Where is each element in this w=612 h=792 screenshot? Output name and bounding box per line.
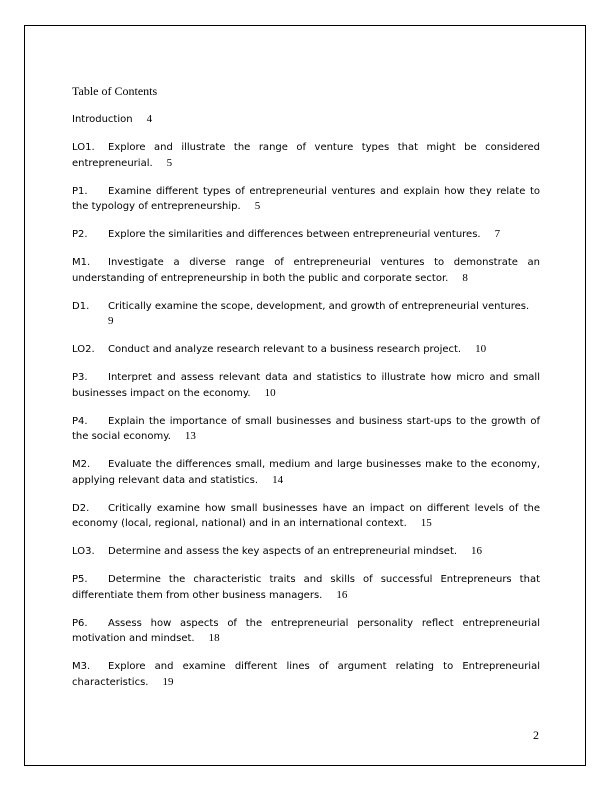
toc-entry-text: Assess how aspects of the entrepreneurial personality reflect entrepreneurial motivation and mindset. — [72, 617, 540, 644]
toc-entry[interactable] — [72, 255, 540, 286]
toc-entry-code: M2. — [72, 459, 91, 470]
toc-entry-text: Explain the importance of small businesses and business start-ups to the growth of the social economy. — [72, 415, 540, 442]
toc-entry-text: Conduct and analyze research relevant to a business research project. — [108, 344, 462, 355]
toc-entry-text: Interpret and assess relevant data and statistics to illustrate how micro and small businesses impact on the economy. — [72, 372, 540, 399]
toc-entry-text: Explore and examine different lines of argument relating to Entrepreneurial characteristics. — [72, 661, 540, 688]
toc-entry-page: 13 — [184, 430, 196, 442]
toc-entry-page: 10 — [264, 386, 276, 399]
toc-entry-page: 15 — [420, 517, 432, 529]
toc-entry[interactable] — [72, 140, 540, 171]
toc-entry-code: LO2. — [72, 344, 95, 355]
toc-entry-code: D1. — [72, 300, 90, 312]
toc-entry-code: P5. — [72, 574, 88, 585]
toc-entry[interactable] — [72, 370, 540, 401]
toc-entry-text: Explore the similarities and differences between entrepreneurial ventures. — [108, 229, 481, 240]
toc-title: Table of Contents — [72, 84, 158, 98]
page-number: 2 — [533, 728, 539, 742]
toc-entry-code: M1. — [72, 257, 91, 268]
toc-entry[interactable] — [72, 501, 540, 532]
toc-entry[interactable] — [72, 572, 540, 603]
toc-entry-code: P3. — [72, 372, 88, 383]
toc-entry-code: P2. — [72, 229, 88, 240]
toc-entry-page: 4 — [146, 113, 153, 125]
toc-entry-text: Examine different types of entrepreneurial ventures and explain how they relate to the typology of entrepreneurship. — [72, 185, 540, 212]
toc-entry-page: 18 — [208, 632, 220, 644]
toc-entry[interactable] — [72, 342, 540, 358]
toc-entry-page: 14 — [272, 473, 284, 486]
toc-entry-text: Investigate a diverse range of entrepreneurial ventures to demonstrate an understanding of entrepreneurship in both the public and corporate sector. — [72, 257, 540, 284]
toc-entry-page: 5 — [166, 156, 173, 169]
toc-entry-page: 5 — [254, 200, 261, 212]
toc-entry[interactable] — [72, 544, 540, 560]
toc-entry-code: P6. — [72, 617, 88, 629]
toc-entry-page: 19 — [162, 675, 174, 688]
toc-entry-code: M3. — [72, 661, 91, 672]
toc-entry-text: Critically examine the scope, development, and growth of entrepreneurial ventures. — [108, 300, 530, 312]
toc-entry-code: LO1. — [72, 142, 95, 153]
toc-entry-code: P1. — [72, 185, 88, 197]
toc-entry-page: 7 — [494, 228, 501, 240]
toc-entry[interactable] — [72, 184, 540, 215]
toc-entry-page: 8 — [462, 271, 468, 284]
toc-entries — [72, 112, 540, 703]
toc-entry-text: Evaluate the differences small, medium and large businesses make to the economy, applying relevant data and statistics. — [72, 459, 540, 486]
toc-entry-text: Introduction — [72, 114, 133, 125]
toc-entry[interactable] — [72, 616, 540, 647]
toc-entry-text: Determine the characteristic traits and skills of successful Entrepreneurs that differentiate them from other business managers. — [72, 574, 540, 601]
toc-entry[interactable] — [72, 227, 540, 243]
toc-entry-page: 9 — [108, 315, 114, 327]
toc-entry[interactable] — [72, 112, 540, 128]
toc-entry-page: 16 — [336, 588, 348, 601]
toc-entry-code: LO3. — [72, 546, 95, 557]
toc-entry-text: Explore and illustrate the range of venture types that might be considered entrepreneurial. — [72, 142, 540, 169]
toc-entry-code: P4. — [72, 415, 88, 427]
toc-entry[interactable] — [72, 659, 540, 690]
toc-entry-page: 16 — [471, 545, 483, 557]
toc-entry-code: D2. — [72, 502, 90, 514]
toc-entry-text: Determine and assess the key aspects of an entrepreneurial mindset. — [108, 546, 458, 557]
toc-entry-text: Critically examine how small businesses have an impact on different levels of the economy (local, regional, national) and in an international context. — [72, 502, 540, 529]
toc-entry[interactable] — [72, 457, 540, 488]
toc-entry-page: 10 — [475, 343, 487, 355]
toc-entry[interactable] — [72, 299, 540, 330]
toc-entry[interactable] — [72, 414, 540, 445]
